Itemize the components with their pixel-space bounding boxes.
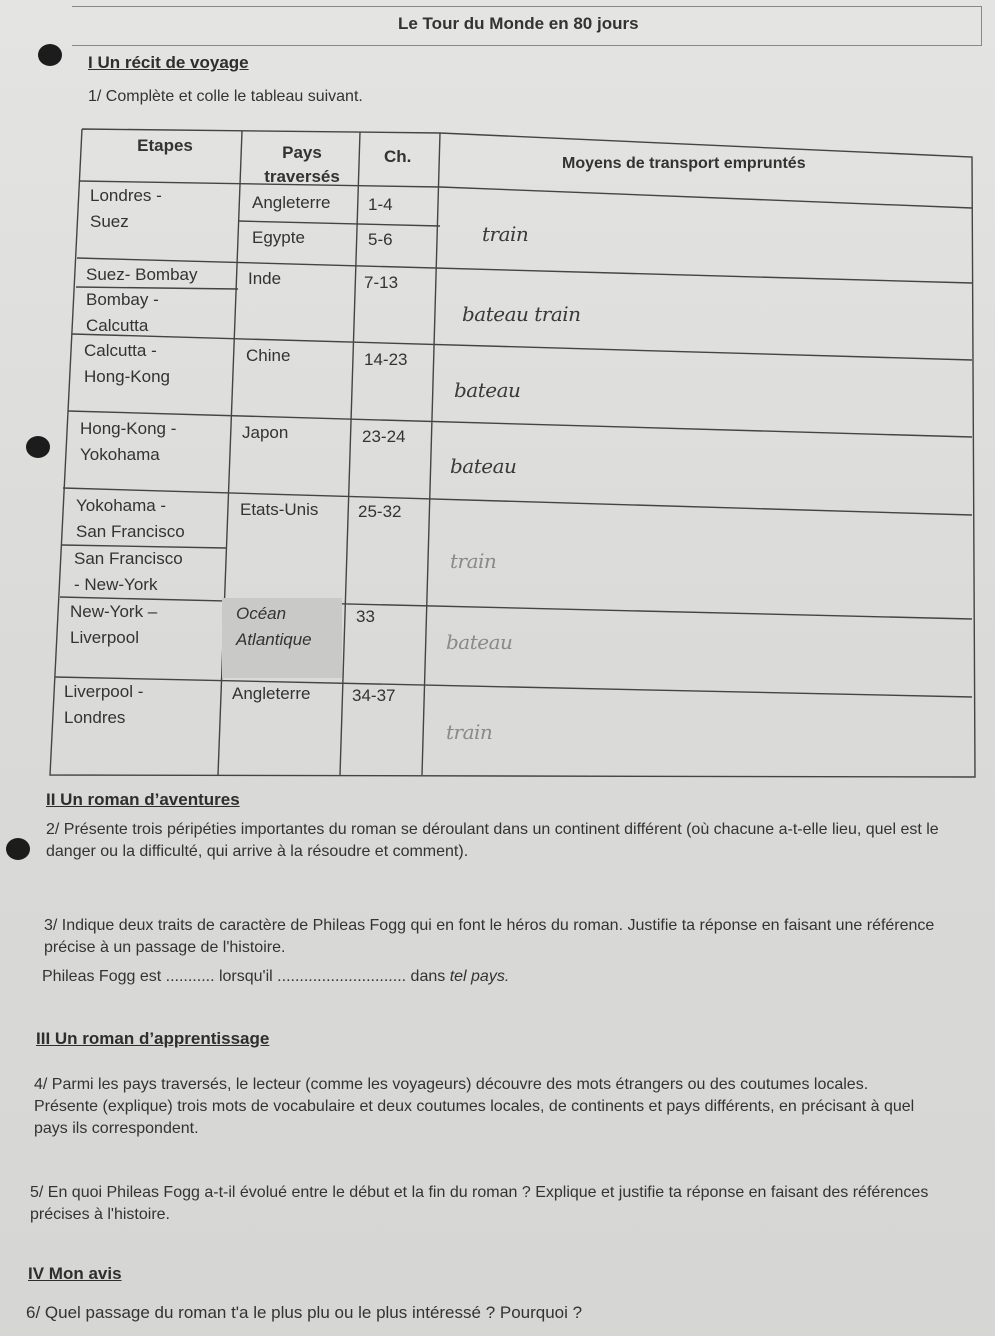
binder-hole-3 xyxy=(6,838,30,860)
question-4: 4/ Parmi les pays traversés, le lecteur (comme les voyageurs) découvre des mots étrangers ou des coutumes locales. Présente (explique) trois mots de vocabulaire et deux coutumes locales, de continents et pays différents, en précisant à quel pays ils correspondent. xyxy=(34,1076,915,1137)
fill-blank-1[interactable]: ........... xyxy=(165,968,215,985)
row1-transport: train xyxy=(482,222,529,246)
row5-pays: Etats-Unis xyxy=(240,500,319,519)
row1-ch2: 5-6 xyxy=(368,230,393,249)
row2-ch: 7-13 xyxy=(364,273,399,292)
row7-pays: Angleterre xyxy=(232,684,311,703)
row7-ch: 34-37 xyxy=(352,686,396,705)
section-heading-3: III Un roman d’apprentissage xyxy=(36,1029,270,1048)
row4-pays: Japon xyxy=(242,423,289,442)
fill-text-c-italic: tel pays. xyxy=(449,968,510,985)
fill-blank-2[interactable]: ............................. xyxy=(277,968,407,985)
row3-pays: Chine xyxy=(246,346,291,365)
row4-transport: bateau xyxy=(450,454,517,478)
fill-text-a: Phileas Fogg est xyxy=(42,968,166,985)
row2-pays: Inde xyxy=(248,269,282,288)
question-1: 1/ Complète et colle le tableau suivant. xyxy=(88,88,363,105)
section-heading-1: I Un récit de voyage xyxy=(88,53,249,72)
fill-text-c: dans xyxy=(406,968,450,985)
row5-etape2: San Francisco - New-York xyxy=(74,549,183,594)
header-pays: Pays traversés xyxy=(264,143,340,186)
row1-pays: Angleterre xyxy=(252,193,331,212)
row1-ch: 1-4 xyxy=(368,195,393,214)
row3-ch: 14-23 xyxy=(364,350,408,369)
document-title: Le Tour du Monde en 80 jours xyxy=(398,14,639,33)
row5-ch: 25-32 xyxy=(358,502,402,521)
row5-transport: train xyxy=(450,549,497,573)
row6-pays: Océan Atlantique xyxy=(236,604,312,649)
row2-etape2: Bombay - Calcutta xyxy=(86,290,159,335)
row6-etape: New-York – Liverpool xyxy=(70,602,158,647)
header-chapitres: Ch. xyxy=(384,147,412,166)
row3-transport: bateau xyxy=(454,378,521,402)
row6-transport: bateau xyxy=(446,630,513,654)
header-transport: Moyens de transport empruntés xyxy=(562,155,806,172)
row5-etape: Yokohama - San Francisco xyxy=(76,496,185,541)
row7-etape: Liverpool - Londres xyxy=(64,682,144,727)
row4-ch: 23-24 xyxy=(362,427,406,446)
row1-etape: Londres - Suez xyxy=(90,186,162,231)
row3-etape: Calcutta - Hong-Kong xyxy=(84,341,171,386)
fill-text-b: lorsqu'il xyxy=(214,968,278,985)
question-3-fill-line xyxy=(42,966,942,988)
section-heading-4: IV Mon avis xyxy=(28,1264,122,1283)
row7-transport: train xyxy=(446,720,493,744)
question-2: 2/ Présente trois péripéties importantes du roman se déroulant dans un continent différent (où chacune a-t-elle lieu, quel est le danger ou la difficulté, qui arrive à la résoudre et comment). xyxy=(46,821,939,860)
row6-ch: 33 xyxy=(356,607,375,626)
row1-pays2: Egypte xyxy=(252,228,305,247)
section-heading-2: II Un roman d’aventures xyxy=(46,790,240,809)
header-etapes: Etapes xyxy=(137,136,193,155)
row2-transport: bateau train xyxy=(462,302,581,326)
row2-etape: Suez- Bombay xyxy=(86,265,198,284)
question-5: 5/ En quoi Phileas Fogg a-t-il évolué entre le début et la fin du roman ? Explique et justifie ta réponse en faisant des références précises à l'histoire. xyxy=(30,1184,929,1223)
row4-etape: Hong-Kong - Yokohama xyxy=(80,419,177,464)
question-3: 3/ Indique deux traits de caractère de Phileas Fogg qui en font le héros du roman. Justifie ta réponse en faisant une référence précise à un passage de l'histoire. xyxy=(44,917,935,956)
question-6: 6/ Quel passage du roman t'a le plus plu ou le plus intéressé ? Pourquoi ? xyxy=(26,1303,583,1322)
